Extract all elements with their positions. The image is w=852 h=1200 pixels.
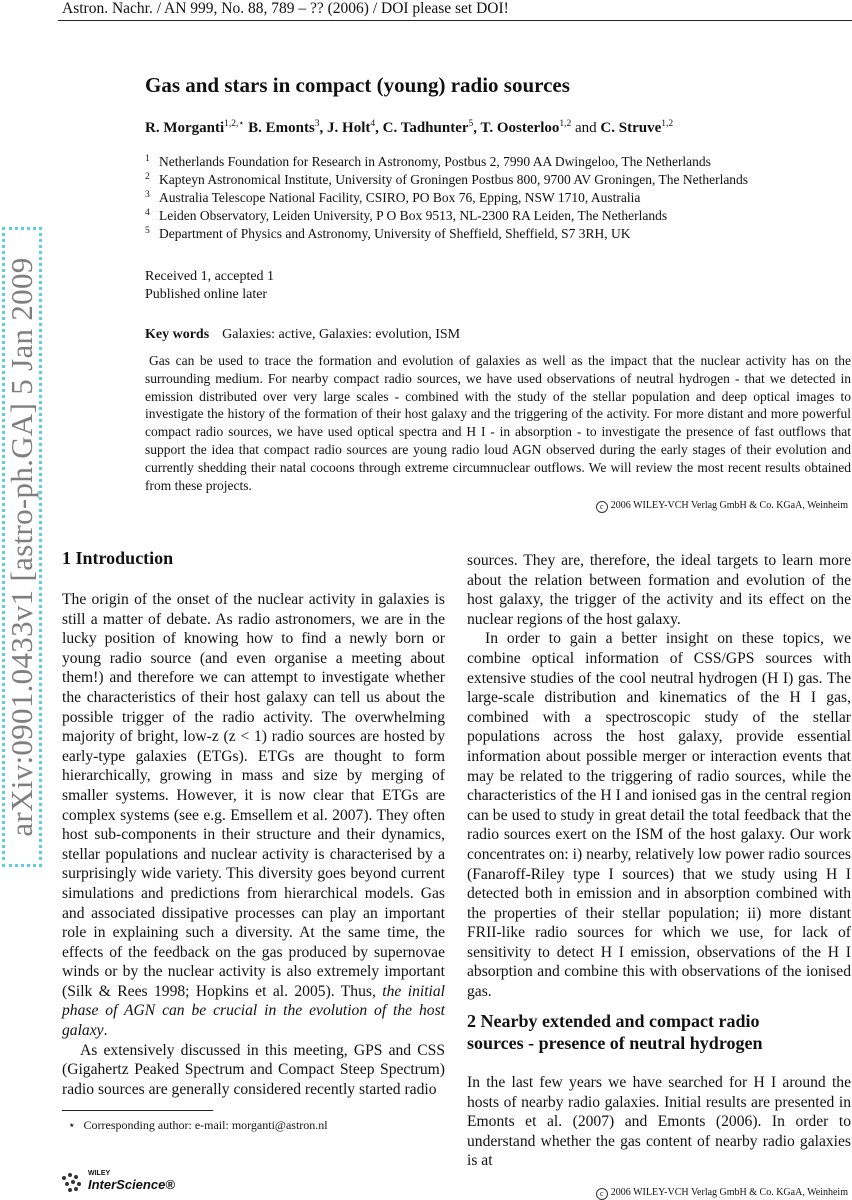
affiliation: 5 Department of Physics and Astronomy, University of Sheffield, Sheffield, S7 3RH, UK: [145, 226, 631, 241]
received-date: Received 1, accepted 1: [145, 269, 275, 284]
paper-title: Gas and stars in compact (young) radio sources: [145, 73, 570, 97]
left-column: [62, 590, 445, 1099]
affiliation: 3 Australia Telescope National Facility, CSIRO, PO Box 76, Epping, NSW 1710, Australia: [145, 190, 641, 205]
affiliation: 4 Leiden Observatory, Leiden University, P O Box 9513, NL-2300 RA Leiden, The Netherlands: [145, 208, 668, 223]
footnote-rule: [62, 1110, 213, 1111]
affiliation: 2 Kapteyn Astronomical Institute, University of Groningen Postbus 800, 9700 AV Groningen, The Netherlands: [145, 172, 749, 187]
section-heading-introduction: 1 Introduction: [62, 548, 174, 568]
copyright-icon: c: [596, 1188, 608, 1200]
author-list: R. Morganti$^{1,2,⋆}$ B. Emonts$^3$, J. Holt$^4$, C. Tadhunter$^5$, T. Oosterloo$^{1,2}$ and C. Struve$^{1,2}$: [145, 119, 674, 136]
arxiv-stamp: arXiv:0901.0433v1 [astro-ph.GA] 5 Jan 2009: [2, 227, 42, 867]
affiliation: 1 Netherlands Foundation for Research in Astronomy, Postbus 2, 7990 AA Dwingeloo, The Netherlands: [145, 154, 711, 169]
copyright-abstract: c 2006 WILEY-VCH Verlag GmbH & Co. KGaA, Weinheim: [596, 500, 848, 513]
interscience-logo-icon: [60, 1172, 84, 1194]
paragraph: As extensively discussed in this meeting, GPS and CSS (Gigahertz Peaked Spectrum and Compact Steep Spectrum) radio sources are generally considered recently started radio: [62, 1041, 445, 1098]
paragraph: sources. They are, therefore, the ideal targets to learn more about the relation between formation and evolution of the host galaxy, the trigger of the activity and its effect on the nuclear regions of the host galaxy.: [467, 552, 851, 628]
affiliations: [145, 153, 748, 243]
paragraph: In order to gain a better insight on these topics, we combine optical information of CSS/GPS sources with extensive studies of the cool neutral hydrogen (H I) gas. The large-scale distribution and kinematics of the H I gas, combined with a spectroscopic study of the stellar populations across the host galaxy, provide essential information about possible merger or interaction events that may be related to the triggering of radio sources, while the characteristics of the H I and ionised gas in the central region can be used to study in great detail the total feedback that the radio sources exert on the ISM of the host galaxy. Our work concentrates on: i) nearby, relatively low power radio sources (Fanaroff-Riley type I sources) that we study using H I detected both in emission and in absorption combined with the properties of their stellar population; ii) more distant FRII-like radio sources for which we use, for lack of sensitivity to detect H I emission, observations of the H I absorption and combine this with observations of the ionised gas.: [467, 630, 851, 1001]
right-column: [467, 551, 851, 1002]
author: T. Oosterloo: [480, 120, 560, 136]
published-date: Published online later: [145, 287, 268, 302]
paragraph: The origin of the onset of the nuclear activity in galaxies is still a matter of debate. As radio astronomers, we are in the lucky position of knowing how to find a newly born or young radio source (and even organise a meeting about them!) and therefore we can attempt to investigate whether the characteristics of their host galaxy can tell us about the possible trigger of the radio activity. The overwhelming majority of bright, low-z (z < 1) radio sources are hosted by early-type galaxies (ETGs). ETGs are thought to form hierarchically, growing in mass and size by merging of smaller systems. However, it is now clear that ETGs are complex systems (see e.g. Emsellem et al. 2007). They often host sub-components in their structure and their dynamics, stellar populations and nuclear activity is characterised by a surprisingly wide variety. This diversity goes beyond current simulations and predictions from hierarchical models. Gas and associated dissipative processes can play an important role in explaining such a diversity. At the same time, the effects of the feedback on the gas produced by supernovae winds or by the nuclear activity is also extremely important (Silk & Rees 1998; Hopkins et al. 2005). Thus, the initial phase of AGN can be crucial in the evolution of the host galaxy.: [62, 591, 445, 1040]
author: C. Tadhunter: [382, 120, 469, 136]
author: R. Morganti: [145, 120, 225, 136]
author: B. Emonts: [248, 120, 315, 136]
section-heading-nearby: 2 Nearby extended and compact radio sources - presence of neutral hydrogen: [467, 1011, 763, 1053]
paragraph: In the last few years we have searched for H I around the hosts of nearby radio galaxies. Initial results are presented in Emonts et al. (2007) and Emonts (2006). In order to understand whether the gas content of nearby radio galaxies is at: [467, 1074, 851, 1170]
author: J. Holt: [327, 120, 371, 136]
copyright-footer: c 2006 WILEY-VCH Verlag GmbH & Co. KGaA, Weinheim: [596, 1187, 848, 1200]
author: C. Struve: [600, 120, 662, 136]
copyright-icon: c: [596, 501, 608, 513]
keywords-label: Key words: [145, 327, 210, 342]
publication-dates: [145, 268, 274, 304]
running-header: Astron. Nachr. / AN 999, No. 88, 789 – ?? (2006) / DOI please set DOI!: [62, 0, 509, 17]
publisher-logo: WILEY InterScience®: [60, 1170, 180, 1198]
keywords: [145, 327, 460, 343]
abstract: Gas can be used to trace the formation and evolution of galaxies as well as the impact that the nuclear activity has on the surrounding medium. For nearby compact radio sources, we have used observations of neutral hydrogen - that we detected in emission distributed over very large scales - combined with the study of the stellar population and deep optical images to investigate the history of the formation of their host galaxy and the triggering of the activity. For more distant and more powerful compact radio sources, we have used optical spectra and H I - in absorption - to investigate the presence of fast outflows that support the idea that compact radio sources are young radio loud AGN observed during the early stages of their evolution and currently shedding their natal cocoons through extreme circumnuclear outflows. We will review the most recent results obtained from these projects.: [145, 353, 851, 493]
footnote: ⋆ Corresponding author: e-mail: morganti@astron.nl: [68, 1118, 328, 1132]
right-column-section2: [467, 1073, 851, 1171]
header-rule: [58, 20, 852, 21]
keywords-text: Galaxies: active, Galaxies: evolution, ISM: [222, 327, 461, 342]
